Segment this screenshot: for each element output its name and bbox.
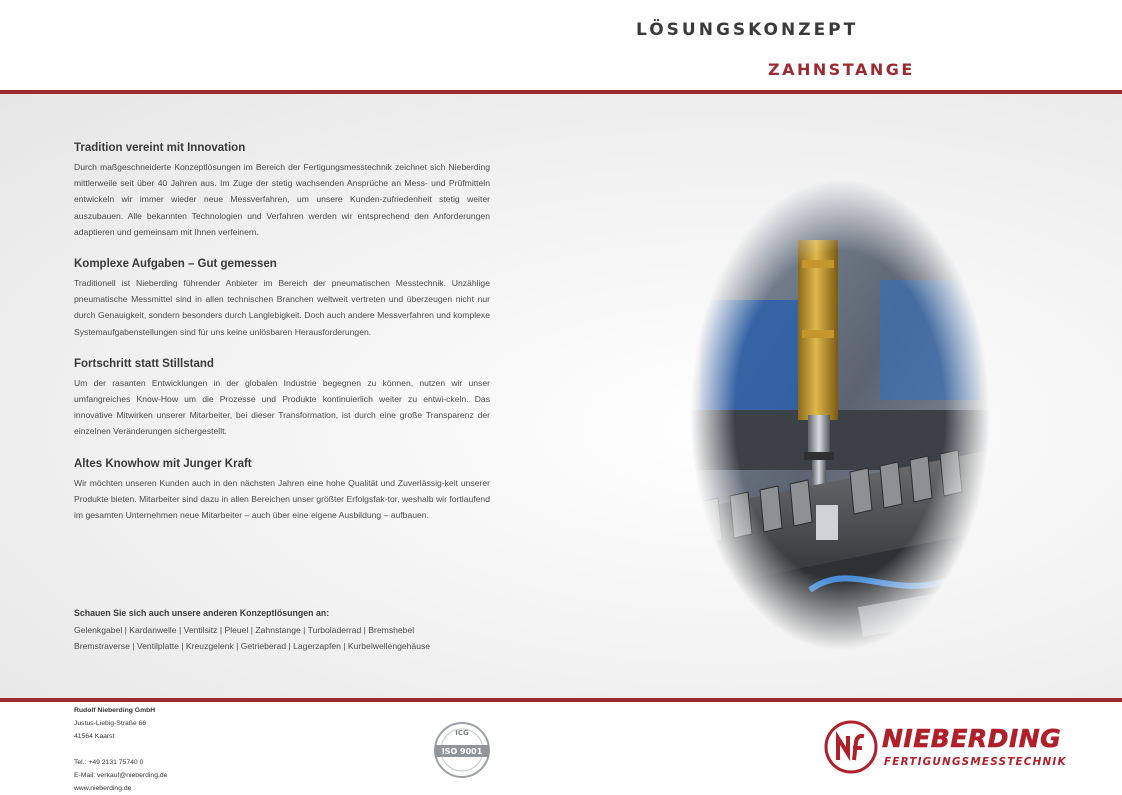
section-knowhow (74, 458, 490, 524)
rack-measurement-photo (690, 180, 990, 650)
document-subtitle: ZAHNSTANGE (768, 60, 915, 79)
website: www.nieberding.de (74, 785, 132, 792)
company-address (74, 704, 167, 795)
header (0, 0, 1122, 92)
iso-ring-text: ICG (455, 729, 469, 737)
section-title: Tradition vereint mit Innovation (74, 142, 246, 154)
footer (0, 702, 1122, 794)
related-solutions-list: Bremstraverse | Ventilplatte | Kreuzgelenk | Getrieberad | Lagerzapfen | Kurbelwellengehäuse (74, 641, 431, 651)
company-name: Rudolf Nieberding GmbH (74, 707, 156, 714)
logo-tagline: FERTIGUNGSMESSTECHNIK (884, 756, 1067, 768)
section-body: Traditionell ist Nieberding führender Anbieter im Bereich der pneumatischen Messtechnik. Unzählige pneumatische Messmittel sind in allen technischen Branchen weltweit vertreten und überzeugen nicht nur durch Genauigkeit, sondern besonders durch Langlebigkeit. Doch auch andere Messverfahren und komplexe Systemaufgabenstellungen sind für uns keine unlösbaren Herausforderungen. (74, 278, 490, 337)
section-body: Wir möchten unseren Kunden auch in den nächsten Jahren eine hohe Qualität und Zuverlässig-keit unserer Produkte bieten. Mitarbeiter sind dazu in allen Bereichen unser größter Erfolgsfak-tor, weshalb wir fortlaufend im gesamten Unternehmen neue Mitarbeiter – auch über eine eigene Ausbildung – aufbauen. (74, 477, 490, 521)
related-solutions-list: Gelenkgabel | Kardanwelle | Ventilsitz | Pleuel | Zahnstange | Turboladerrad | Bremshebel (74, 625, 415, 635)
related-solutions (74, 608, 494, 654)
nieberding-logo (824, 720, 1074, 774)
text-column (74, 142, 490, 541)
iso-9001-seal (432, 720, 492, 780)
section-komplexe-aufgaben (74, 258, 490, 340)
section-body: Durch maßgeschneiderte Konzeptlösungen im Bereich der Fertigungsmesstechnik zeichnet sich Nieberding mittlerweile seit über 40 Jahren aus. Im Zuge der stetig wachsenden Ansprüche an Mess- und Prüfmitteln entwickeln wir immer wieder neue Messverfahren, um unsere Kunden-zufriedenheit stetig weiter auszubauen. Alle bekannten Technologien und Verfahren werden wir entsprechend den Anforderungen adaptieren und gemeinsam mit Ihnen verfeinern. (74, 162, 490, 237)
city: 41564 Kaarst (74, 733, 115, 740)
phone: Tel.: +49 2131 75740 0 (74, 759, 144, 766)
document-title: LÖSUNGSKONZEPT (636, 20, 859, 40)
section-title: Altes Knowhow mit Junger Kraft (74, 457, 252, 470)
section-title: Komplexe Aufgaben – Gut gemessen (74, 258, 277, 271)
related-solutions-title: Schauen Sie sich auch unsere anderen Konzeptlösungen an: (74, 608, 330, 618)
section-body: Um der rasanten Entwicklungen in der globalen Industrie begegnen zu können, nutzen wir unser umfangreiches Know-How um die Prozesse und Produkte kontinuierlich weiter zu entwi-ckeln. Das innovative Mitwirken unserer Mitarbeiter, bei dieser Transformation, ist durch eine große Transparenz der einzelnen Veränderungen sichergestellt. (74, 377, 490, 437)
main-content (0, 94, 1122, 698)
section-fortschritt (74, 358, 490, 440)
section-title: Fortschritt statt Stillstand (74, 357, 214, 370)
section-tradition (74, 142, 490, 240)
email: E-Mail: verkauf@nieberding.de (74, 772, 168, 779)
iso-label: ISO 9001 (441, 747, 483, 756)
street: Justus-Liebig-Straße 66 (74, 720, 147, 727)
logo-wordmark: NIEBERDING (882, 724, 1062, 753)
